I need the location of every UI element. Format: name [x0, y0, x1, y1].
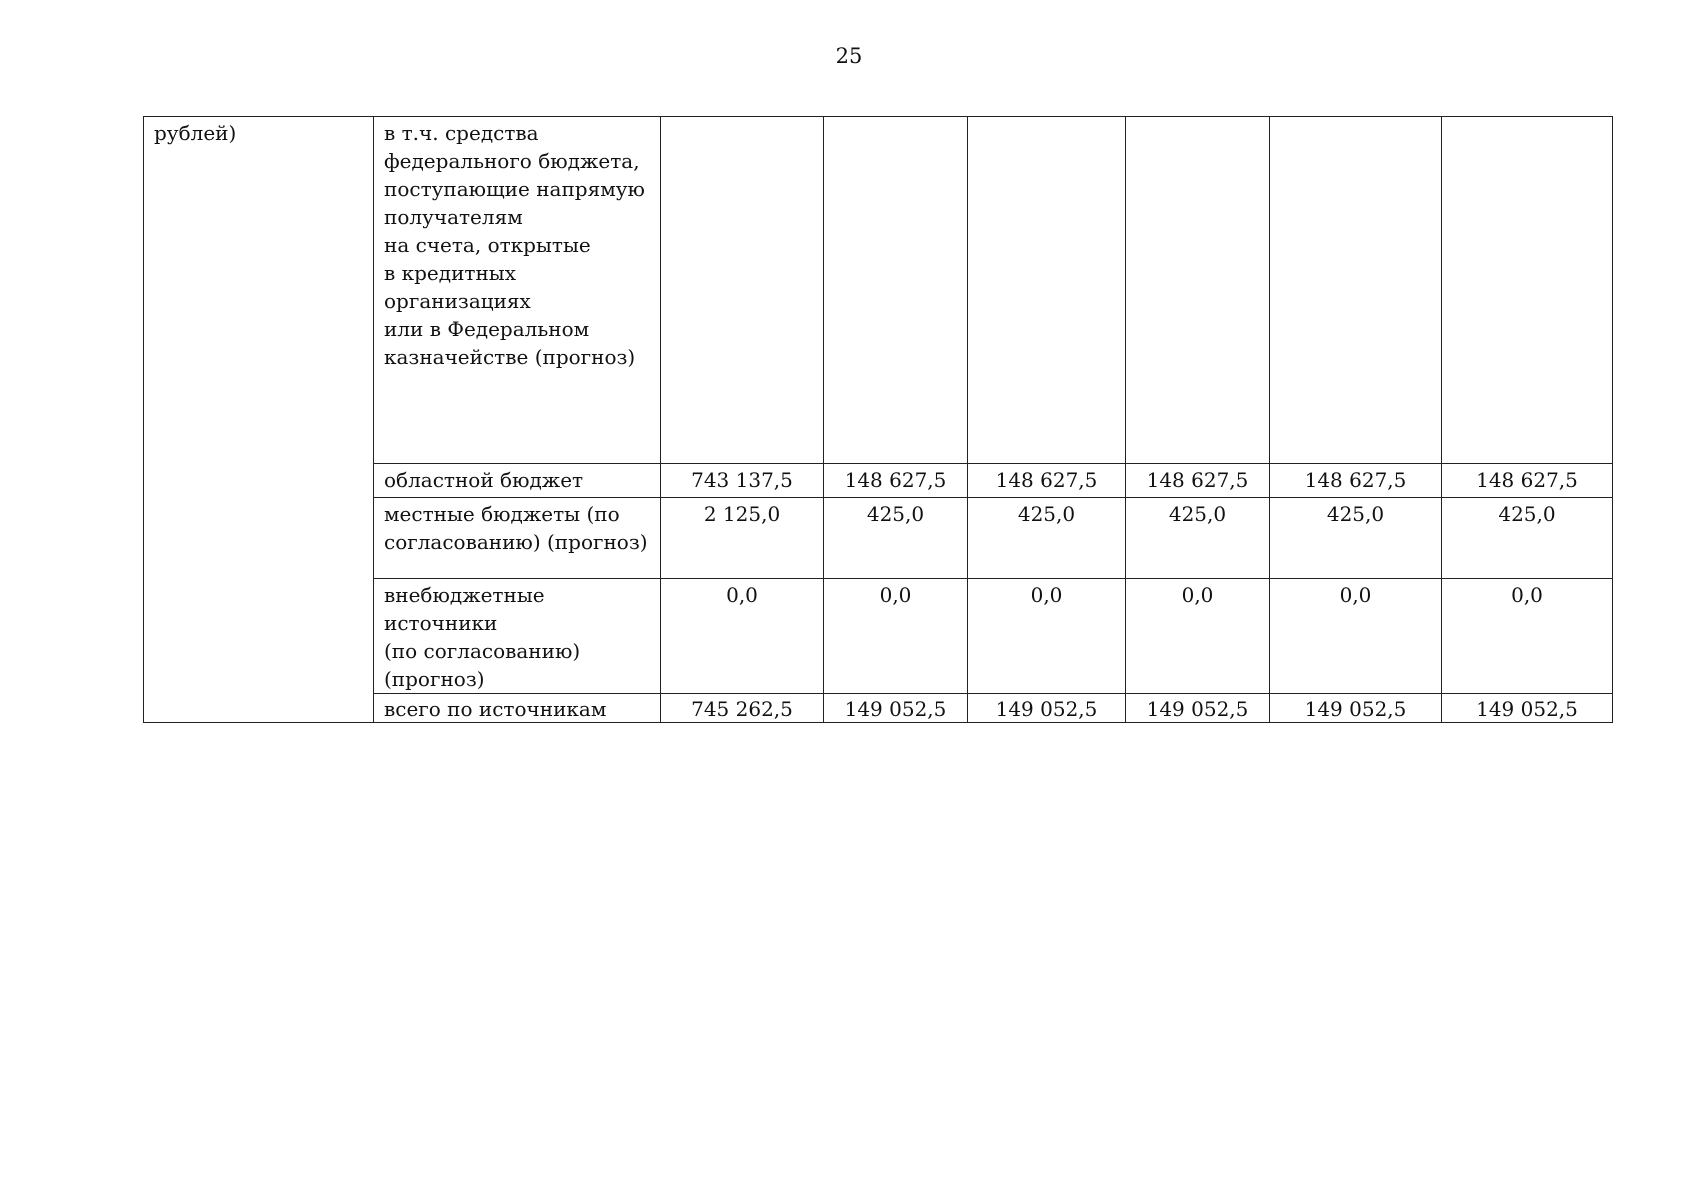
label-line: поступающие напрямую	[384, 177, 645, 201]
row-label-local-budgets	[374, 498, 661, 579]
label-line: в т.ч. средства	[384, 121, 539, 145]
value-cell: 149 052,5	[824, 694, 968, 723]
value-cell: 745 262,5	[661, 694, 824, 723]
label-line: внебюджетные	[384, 583, 545, 607]
value-cell: 148 627,5	[1126, 464, 1270, 498]
value-cell: 2 125,0	[661, 498, 824, 579]
label-line: областной бюджет	[384, 468, 584, 492]
value-cell	[1126, 117, 1270, 464]
label-line: (прогноз)	[384, 667, 485, 691]
row-label-federal-budget	[374, 117, 661, 464]
value-cell: 148 627,5	[1442, 464, 1613, 498]
value-cell: 0,0	[968, 579, 1126, 694]
value-cell: 148 627,5	[824, 464, 968, 498]
funding-table	[143, 116, 1613, 723]
value-cell: 0,0	[1126, 579, 1270, 694]
value-cell: 149 052,5	[968, 694, 1126, 723]
value-cell: 425,0	[1270, 498, 1442, 579]
value-cell: 425,0	[968, 498, 1126, 579]
value-cell	[1270, 117, 1442, 464]
value-cell: 149 052,5	[1442, 694, 1613, 723]
row-label-regional-budget	[374, 464, 661, 498]
value-cell	[968, 117, 1126, 464]
row-label-total	[374, 694, 661, 723]
table-row-federal-budget	[144, 117, 1613, 464]
value-cell: 148 627,5	[1270, 464, 1442, 498]
measure-text: рублей)	[154, 121, 237, 145]
measure-cell	[144, 117, 374, 723]
value-cell: 0,0	[661, 579, 824, 694]
value-cell	[1442, 117, 1613, 464]
value-cell	[824, 117, 968, 464]
value-cell: 425,0	[1126, 498, 1270, 579]
label-line: местные бюджеты (по	[384, 502, 620, 526]
value-cell: 0,0	[1270, 579, 1442, 694]
label-line: согласованию) (прогноз)	[384, 530, 648, 554]
value-cell: 0,0	[824, 579, 968, 694]
label-line: источники	[384, 611, 498, 635]
value-cell: 425,0	[1442, 498, 1613, 579]
value-cell: 0,0	[1442, 579, 1613, 694]
label-line: всего по источникам	[384, 697, 607, 721]
label-line: или в Федеральном	[384, 317, 590, 341]
label-line: на счета, открытые	[384, 233, 591, 257]
value-cell: 743 137,5	[661, 464, 824, 498]
value-cell: 425,0	[824, 498, 968, 579]
label-line: казначействе (прогноз)	[384, 345, 636, 369]
label-line: (по согласованию)	[384, 639, 581, 663]
value-cell: 148 627,5	[968, 464, 1126, 498]
label-line: федерального бюджета,	[384, 149, 640, 173]
value-cell: 149 052,5	[1126, 694, 1270, 723]
value-cell	[661, 117, 824, 464]
label-line: в кредитных	[384, 261, 516, 285]
page-number: 25	[835, 44, 863, 68]
value-cell: 149 052,5	[1270, 694, 1442, 723]
label-line: организациях	[384, 289, 531, 313]
row-label-extrabudgetary	[374, 579, 661, 694]
label-line: получателям	[384, 205, 523, 229]
